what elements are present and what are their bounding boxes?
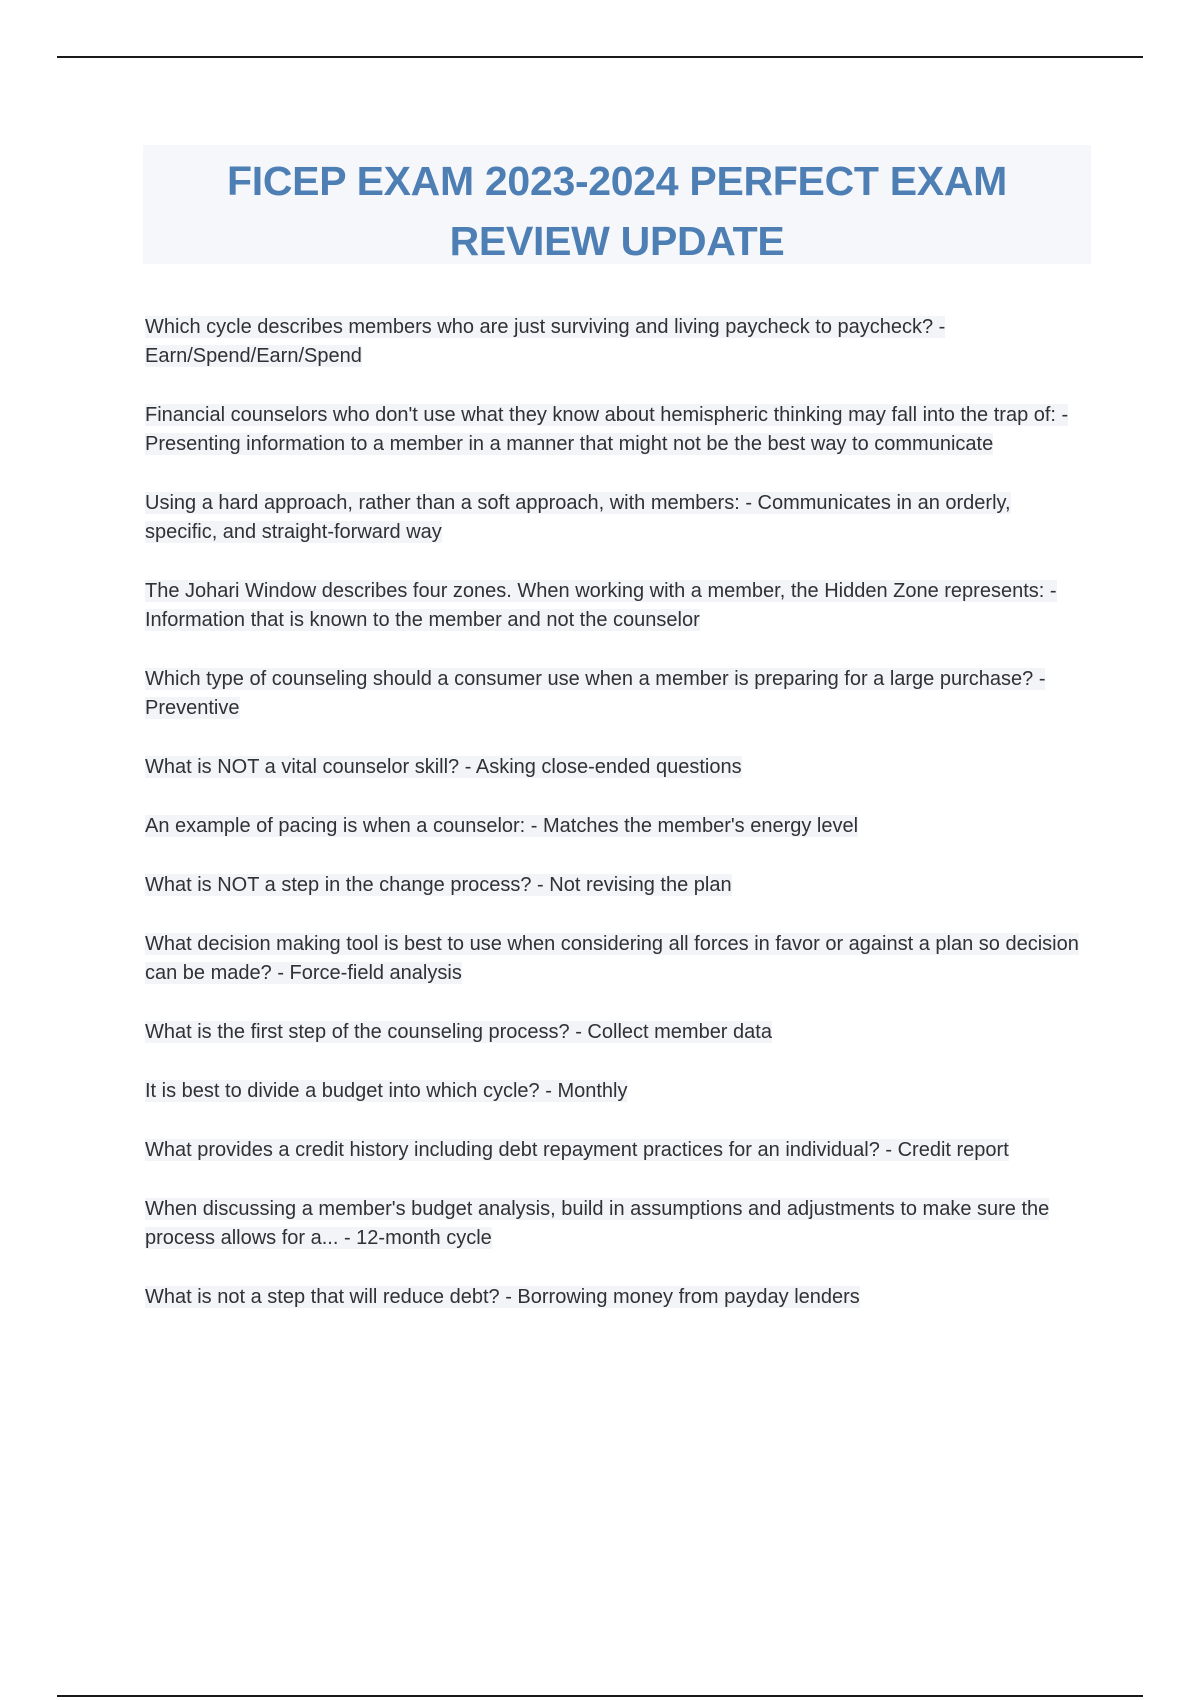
qa-text: What decision making tool is best to use when considering all forces in favor or against a plan so decision can be made? - Force-field analysis bbox=[145, 933, 1079, 984]
qa-item bbox=[145, 871, 1085, 900]
qa-text: When discussing a member's budget analysis, build in assumptions and adjustments to make sure the process allows for a... - 12-month cycle bbox=[145, 1198, 1050, 1249]
qa-item bbox=[145, 812, 1085, 841]
qa-text: What is NOT a step in the change process? - Not revising the plan bbox=[145, 874, 732, 896]
qa-text: The Johari Window describes four zones. When working with a member, the Hidden Zone represents: - Information that is known to the member and not the counselor bbox=[145, 580, 1057, 631]
qa-item bbox=[145, 313, 1085, 371]
qa-text: What is NOT a vital counselor skill? - Asking close-ended questions bbox=[145, 756, 742, 778]
qa-item bbox=[145, 577, 1085, 635]
qa-item bbox=[145, 753, 1085, 782]
qa-text: What is the first step of the counseling process? - Collect member data bbox=[145, 1021, 772, 1043]
qa-item bbox=[145, 401, 1085, 459]
qa-item bbox=[145, 1136, 1085, 1165]
qa-item bbox=[145, 1283, 1085, 1312]
qa-text: What provides a credit history including debt repayment practices for an individual? - Credit report bbox=[145, 1139, 1009, 1161]
qa-item bbox=[145, 1018, 1085, 1047]
qa-text: Which cycle describes members who are just surviving and living paycheck to paycheck? - Earn/Spend/Earn/Spend bbox=[145, 316, 946, 367]
qa-text: Which type of counseling should a consumer use when a member is preparing for a large purchase? - Preventive bbox=[145, 668, 1046, 719]
qa-item bbox=[145, 930, 1085, 988]
qa-text: What is not a step that will reduce debt? - Borrowing money from payday lenders bbox=[145, 1286, 860, 1308]
qa-text: An example of pacing is when a counselor: - Matches the member's energy level bbox=[145, 815, 859, 837]
qa-text: Financial counselors who don't use what they know about hemispheric thinking may fall into the trap of: - Presenting information to a member in a manner that might not be the best way to communicate bbox=[145, 404, 1069, 455]
qa-list bbox=[145, 313, 1085, 1342]
qa-text: It is best to divide a budget into which cycle? - Monthly bbox=[145, 1080, 628, 1102]
bottom-rule bbox=[57, 1695, 1143, 1697]
title-line-1: FICEP EXAM 2023-2024 PERFECT EXAM bbox=[227, 158, 1007, 204]
title-line-2: REVIEW UPDATE bbox=[449, 218, 785, 264]
qa-item bbox=[145, 1077, 1085, 1106]
qa-item bbox=[145, 489, 1085, 547]
qa-item bbox=[145, 1195, 1085, 1253]
top-rule bbox=[57, 56, 1143, 58]
qa-text: Using a hard approach, rather than a soft approach, with members: - Communicates in an orderly, specific, and straight-forward way bbox=[145, 492, 1011, 543]
qa-item bbox=[145, 665, 1085, 723]
page-title bbox=[143, 145, 1091, 264]
